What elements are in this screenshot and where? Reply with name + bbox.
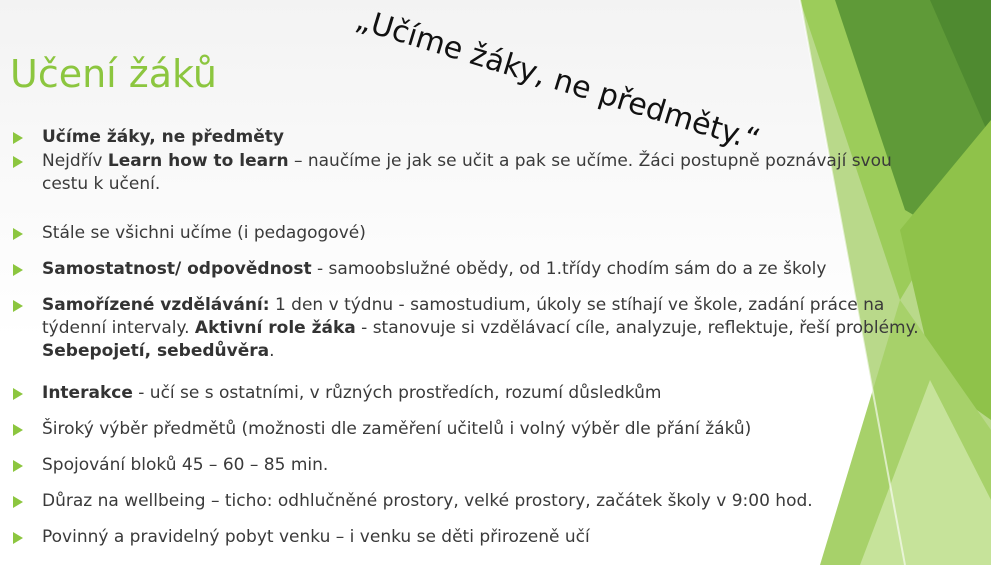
bullet-text: - samoobslužné obědy, od 1.třídy chodím sám do a ze školy [311,259,827,279]
bullet-item [0,454,940,477]
bullet-text: Nejdřív [42,151,108,171]
bullet-arrow-icon [13,156,23,168]
bullet-text: – naučíme je jak se učit a pak se učíme. Žáci postupně poznávají svou cestu k učení. [42,151,892,194]
bullet-text: Learn how to learn [107,151,289,171]
bullet-text: Povinný a pravidelný pobyt venku – i venku se děti přirozeně učí [42,527,590,547]
bullet-text: Spojování bloků 45 – 60 – 85 min. [42,455,329,475]
bullet-text: Stále se všichni učíme (i pedagogové) [42,223,366,243]
bullet-text: . [269,341,275,361]
bullet-arrow-icon [13,132,23,144]
bullet-arrow-icon [13,228,23,240]
bullet-text: Důraz na wellbeing – ticho: odhlučněné prostory, velké prostory, začátek školy v 9:00 hod. [42,491,813,511]
bullet-item [0,258,940,281]
bullet-arrow-icon [13,532,23,544]
bullet-text: Samořízené vzdělávání: [42,295,270,315]
bullet-arrow-icon [13,424,23,436]
slide-quote: „Učíme žáky, ne předměty.“ [351,2,764,159]
bullet-text: Interakce [42,383,133,403]
bullet-text: - učí se s ostatními, v různých prostředích, rozumí důsledkům [132,383,662,403]
bullet-item [0,294,940,363]
bullet-item [0,490,940,513]
bullet-text: Samostatnost/ odpovědnost [42,259,312,279]
bullet-text: Široký výběr předmětů (možnosti dle zaměření učitelů i volný výběr dle přání žáků) [42,419,752,439]
bullet-arrow-icon [13,388,23,400]
bullet-item [0,150,940,196]
bullet-item [0,526,940,549]
bullet-text: - stanovuje si vzdělávací cíle, analyzuje, reflektuje, řeší problémy. [355,318,919,338]
bullet-arrow-icon [13,496,23,508]
bullet-item [0,418,940,441]
bullet-text: Aktivní role žáka [194,318,356,338]
bullet-text: Sebepojetí, sebedůvěra [42,341,270,361]
slide-title: Učení žáků [10,52,217,96]
bullet-item [0,126,940,149]
bullet-text: Učíme žáky, ne předměty [42,127,284,147]
bullet-arrow-icon [13,300,23,312]
bullet-item [0,382,940,405]
bullet-arrow-icon [13,460,23,472]
bullet-item [0,222,940,245]
bullet-text: 1 den v týdnu - samostudium, úkoly se stíhají ve škole, zadání práce na týdenní intervaly. [42,295,885,338]
bullet-arrow-icon [13,264,23,276]
